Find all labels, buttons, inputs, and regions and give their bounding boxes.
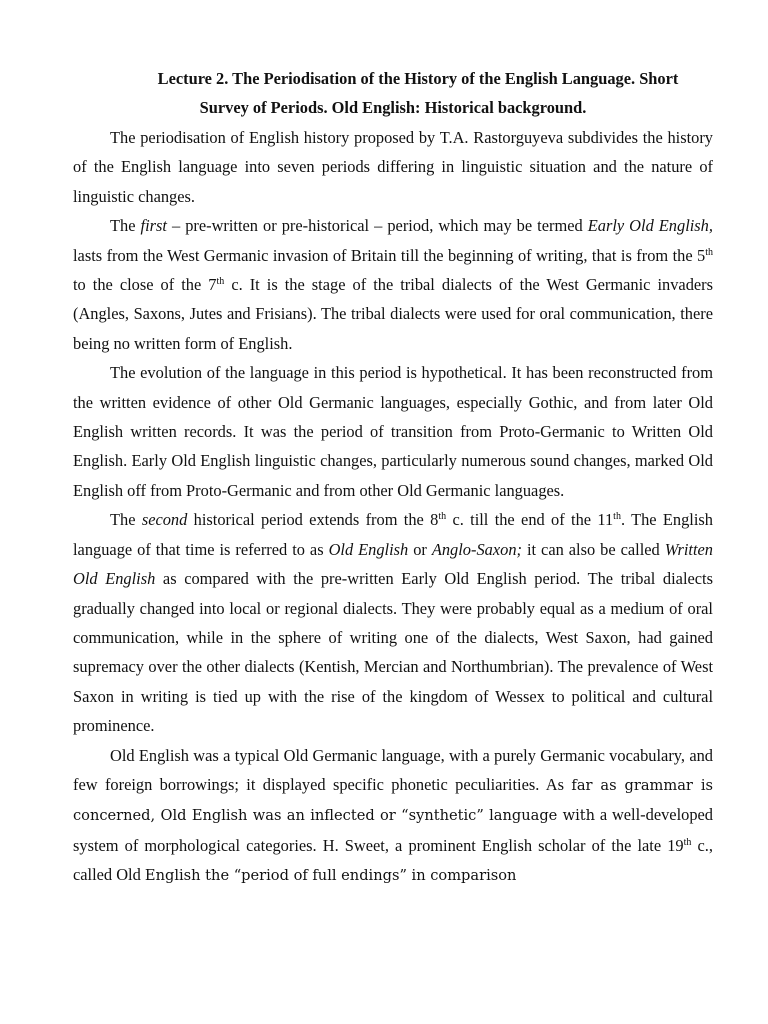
paragraph-5 — [73, 741, 713, 891]
paragraph-1: The periodisation of English history proposed by T.A. Rastorguyeva subdivides the history of the English language into seven periods differing in linguistic situation and the nature of linguistic changes. — [73, 128, 713, 206]
emphasis-first: first — [140, 216, 167, 236]
text-run: The — [110, 216, 141, 236]
emphasis-anglo-saxon: Anglo-Saxon; — [431, 539, 522, 559]
superscript: th — [683, 836, 692, 848]
alt-font-run: English the “period of full endings” in comparison — [144, 867, 517, 885]
lecture-title-line-2: Survey of Periods. Old English: Historical background. — [199, 98, 587, 117]
text-run: historical period extends from the 8 — [187, 510, 439, 530]
text-run: to the close of the 7 — [73, 275, 217, 295]
paragraph-3: The evolution of the language in this period is hypothetical. It has been reconstructed from the written evidence of other Old Germanic languages, especially Gothic, and from later Old English written records. It was the period of transition from Proto-Germanic to Written Old English. Early Old English linguistic changes, particularly numerous sound changes, marked Old English off from Proto-Germanic and from other Old Germanic languages. — [73, 363, 713, 500]
paragraph-2 — [73, 211, 713, 358]
alt-font-run: far as grammar is concerned, Old English was an inflected or “synthetic” language with — [73, 776, 713, 825]
text-run: Old English was a typical Old Germanic language, with a purely Germanic vocabulary, and few foreign borrowings; it displayed specific phonetic peculiarities. As — [73, 745, 713, 794]
emphasis-old-english: Old English — [328, 539, 409, 559]
text-run: c. It is the stage of the tribal dialects of the West Germanic invaders (Angles, Saxons, Jutes and Frisians). The tribal dialects were used for oral communication, there being no written form of English. — [73, 275, 713, 353]
emphasis-early-old-english: Early Old English, — [587, 216, 713, 236]
paragraph-4 — [73, 505, 713, 740]
lecture-title-line-1: Lecture 2. The Periodisation of the History of the English Language. Short — [157, 69, 679, 88]
text-run: it can also be called — [521, 539, 665, 559]
emphasis-second: second — [141, 510, 188, 530]
text-run: . The English language of that time is referred to as — [73, 510, 713, 559]
text-run: as compared with the pre-written Early Old English period. The tribal dialects gradually changed into local or regional dialects. They were probably equal as a medium of oral communication, while in the sphere of writing one of the dialects, West Saxon, had gained supremacy over the other dialects (Kentish, Mercian and Northumbrian). The prevalence of West Saxon in writing is tied up with the rise of the kingdom of Wessex to political and cultural prominence. — [73, 569, 713, 736]
text-run: – pre-written or pre-historical – period, which may be termed — [166, 216, 588, 236]
text-run: c., called Old — [73, 835, 714, 885]
document-body — [73, 123, 713, 891]
superscript: th — [438, 511, 447, 523]
emphasis-written-old-english: Written Old English — [73, 539, 713, 589]
superscript: th — [216, 276, 225, 288]
text-run: c. till the end of the 11 — [446, 510, 614, 530]
text-run: or — [408, 539, 432, 559]
superscript: th — [705, 246, 713, 258]
text-run: The — [110, 510, 142, 530]
superscript: th — [613, 511, 621, 523]
text-run: lasts from the West Germanic invasion of Britain till the beginning of writing, that is from the 5 — [73, 245, 706, 265]
text-run: a well-developed system of morphological categories. H. Sweet, a prominent English scholar of the late 19 — [73, 805, 713, 855]
